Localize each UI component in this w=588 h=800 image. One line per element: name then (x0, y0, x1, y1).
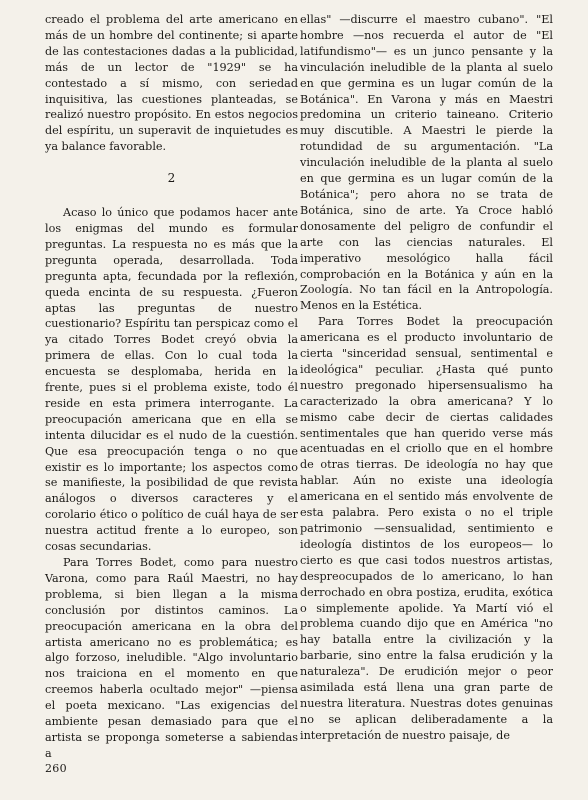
paragraph: Para Torres Bodet, como para nuestro Varona, como para Raúl Maestri, no hay problema, si bien llegan a la misma conclusión por distintos caminos. La preocupación americana en la obra del artista americano no es problemática; es algo forzoso, ineludible. "Algo involuntario nos traiciona en el momento en que creemos haberla ocultado mejor" —piensa el poeta mexicano. "Las exigencias del ambiente pesan demasiado para que el artista se proponga someterse a sabiendas a (45, 556, 298, 760)
page-number: 260 (45, 762, 67, 775)
right-column (300, 12, 553, 744)
section-number: 2 (167, 171, 176, 186)
paragraph: creado el problema del arte americano en más de un hombre del continente; si aparte de las contestaciones dadas a la publicidad, más de un lector de "1929" se ha contestado a sí mismo, con seriedad inquisitiva, las cuestiones planteadas, se realizó nuestro propósito. En estos negocios del espíritu, un superavit de inquietudes es ya balance favorable. (45, 13, 298, 154)
left-column (45, 12, 298, 762)
paragraph: Para Torres Bodet la preocupación americana es el producto involuntario de cierta "sinceridad sensual, sentimental e ideológica" peculiar. ¿Hasta qué punto nuestro pregonado hipersensualismo ha caracterizado la obra americana? Y lo mismo cabe decir de ciertas calidades sentimentales que han querido verse más acentuadas en el criollo que en el hombre de otras tierras. De ideología no hay que hablar. Aún no existe una ideología americana en el sentido más envolvente de esta palabra. Pero exista o no el triple patrimonio —sensualidad, sentimiento e ideología distintos de los europeos— lo cierto es que casi todos nuestros artistas, despreocupados de lo americano, lo han derrochado en obra postiza, erudita, exótica o simplemente apolide. Ya Martí vió el problema cuando dijo que en América "no hay batalla entre la civilización y la barbarie, sino entre la falsa erudición y la naturaleza". De erudición mejor o peor asimilada está llena una gran parte de nuestra literatura. Nuestras dotes genuinas no se aplican deliberadamente a la interpretación de nuestro paisaje, de (300, 315, 553, 742)
paragraph: Acaso lo único que podamos hacer ante los enigmas del mundo es formular preguntas. La respuesta no es más que la pregunta operada, desarrollada. Toda pregunta apta, fecundada por la reflexión, queda encinta de su respuesta. ¿Fueron aptas las preguntas de nuestro cuestionario? Espíritu tan perspicaz como el ya citado Torres Bodet creyó obvia la primera de ellas. Con lo cual toda la encuesta se desplomaba, herida en la frente, pues si el problema existe, todo él reside en esta primera interrogante. La preocupación americana que en ella se intenta dilucidar es el nudo de la cuestión. Que esa preocupación tenga o no que existir es lo importante; los aspectos como se manifieste, la posibilidad de que revista análogos o diversos caracteres y el corolario ético o político de cuál haya de ser nuestra actitud frente a lo europeo, son cosas secundarias. (45, 206, 298, 554)
paragraph: ellas" —discurre el maestro cubano". "El hombre —nos recuerda el autor de "El latifundismo"— es un junco pensante y la vinculación ineludible de la planta al suelo en que germina es un lugar común de la Botánica". En Varona y más en Maestri predomina un criterio taineano. Criterio muy discutible. A Maestri le pierde la rotundidad de su argumentación. "La vinculación ineludible de la planta al suelo en que germina es un lugar común de la Botánica"; pero ahora no se trata de Botánica, sino de arte. Ya Croce habló donosamente del peligro de confundir el arte con las ciencias naturales. El imperativo mesológico halla fácil comprobación en la Botánica y aún en la Zoología. No tan fácil en la Antropología. Menos en la Estética. (300, 13, 553, 313)
